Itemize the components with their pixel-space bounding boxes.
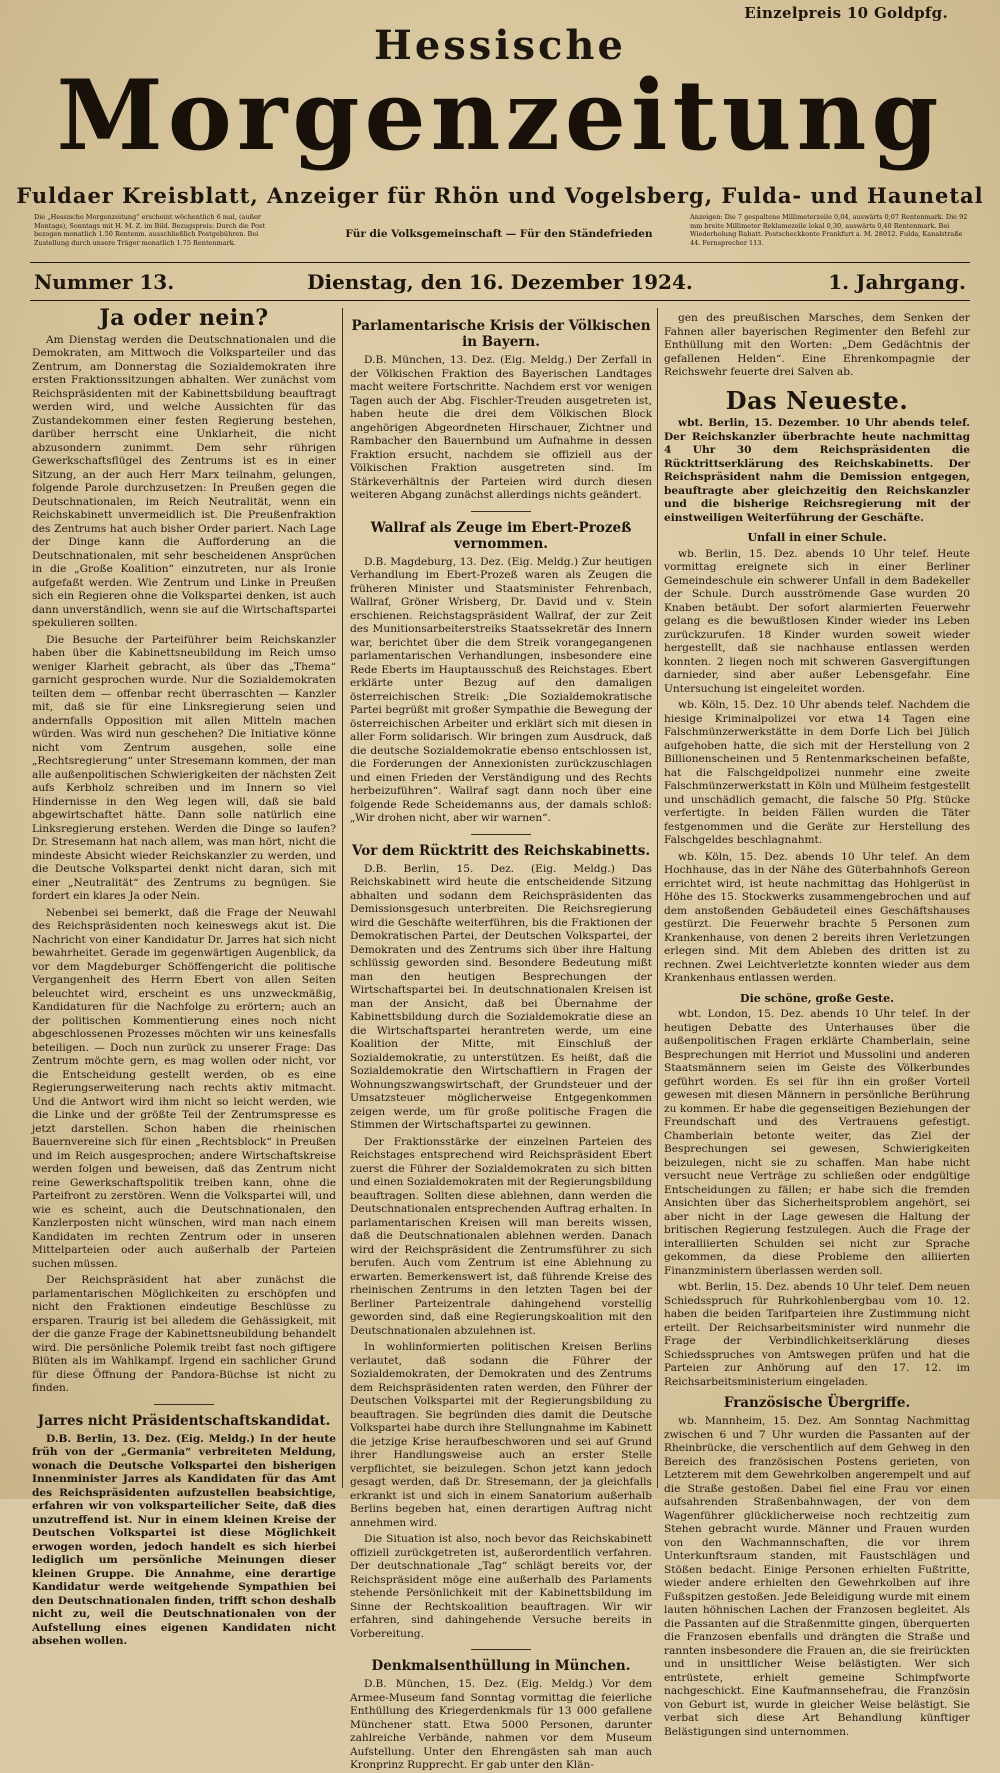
article-headline: Jarres nicht Präsidentschaftskandidat. xyxy=(37,1412,331,1429)
article-headline: Die schöne, große Geste. xyxy=(740,991,894,1005)
column-3 xyxy=(664,312,970,1738)
article-headline: Unfall in einer Schule. xyxy=(747,531,887,544)
article-paragraph: Der Fraktionsstärke der einzelnen Parteien des Reichstages entsprechend wird Reichspräsident Ebert zuerst die Führer der Sozialdemokraten zu sich bitten und einen Sozialdemokraten mit der Regierungsbildung beauftragen. Sollten diese ablehnen, dann werden die Deutschnationalen entsprechenden Auftrag erhalten. In parlamentarischen Kreisen will man bereits wissen, daß die Deutschnationalen ablehnen werden. Danach wird der Reichspräsident die Zentrumsführer zu sich berufen. Auch vom Zentrum ist eine Ablehnung zu erwarten. Bemerkenswert ist, daß führende Kreise des rheinischen Zentrums in den letzten Tagen bei der Berliner Parteizentrale dahingehend vorstellig geworden sind, daß eine Regierungskoalition mit den Deutschnationalen abzulehnen ist. xyxy=(350,1135,652,1337)
article-paragraph: wb. Köln, 15. Dez. abends 10 Uhr telef. An dem Hochhause, das in der Nähe des Güterbahnhofs Gereon errichtet wird, ist heute nachmittag das Hohlgerüst in Höhe des 15. Stockwerks zusammengebrochen und auf dem anstoßenden Gebäudeteil eines Geschäftshauses gestürzt. Die Feuerwehr brachte 5 Personen zum Krankenhause, von denen 2 bereits ihren Verletzungen erlegen sind. Mit dem Ableben des dritten ist zu rechnen. Zwei Leichtverletzte konnten wieder aus dem Krankenhaus entlassen werden. xyxy=(664,850,970,984)
article-paragraph: wb. Köln, 15. Dez. 10 Uhr abends telef. Nachdem die hiesige Kriminalpolizei vor etwa 14 Tagen eine Falschmünzerwerkstätte in dem Dorfe Lich bei Jülich aufgehoben hatte, die sich mit der Herstellung von 2 Billionenscheinen und 5 Rentenmarkscheinen befaßte, hat die Falschgeldpolizei nunmehr eine zweite Falschmünzerwerkstatt in Köln und Mülheim festgestellt und unschädlich gemacht, die falsche 50 Pfg. Stücke verfertigte. In beiden Fällen wurden die Täter festgenommen und die Geräte zur Herstellung des Falschgeldes beschlagnahmt. xyxy=(664,699,970,846)
masthead-top: Hessische xyxy=(374,22,626,69)
article-paragraph: wbt. Berlin, 15. Dezember. 10 Uhr abends telef. Der Reichskanzler überbrachte heute nachmittag 4 Uhr 30 dem Reichspräsidenten die Rücktrittserklärung des Reichskabinetts. Der Reichspräsident nahm die Demission entgegen, beauftragte aber gleichzeitig den Reichskanzler und die bisherige Reichsregierung mit der einstweiligen Weiterführung der Geschäfte. xyxy=(664,417,970,524)
price-label: Einzelpreis 10 Goldpfg. xyxy=(744,4,948,22)
divider xyxy=(30,262,970,263)
article-headline: Ja oder nein? xyxy=(99,305,269,331)
article-headline: Parlamentarische Krisis der Völkischen in Bayern. xyxy=(351,318,651,350)
article-paragraph: D.B. München, 13. Dez. (Eig. Meldg.) Der Zerfall in der Völkischen Fraktion des Bayerischen Landtages macht weitere Fortschritte. Nachdem erst vor wenigen Tagen auch der Abg. Fischler-Treuden ausgetreten ist, haben heute die drei dem Völkischen Block angehörigen Abgeordneten Hirschauer, Zichtner und Rambacher den Bauernbund um Aufnahme in dessen Fraktion ersucht, nachdem sie offiziell aus der Völkischen Fraktion ausgetreten sind. Im Stärkeverhältnis der Parteien wird durch diesen weiteren Abgang zunächst allerdings nichts geändert. xyxy=(350,354,652,501)
column-2 xyxy=(350,312,652,1771)
article-paragraph: D.B. Berlin, 13. Dez. (Eig. Meldg.) In der heute früh von der „Germania“ verbreiteten Meldung, wonach die Deutsche Volkspartei den bisherigen Innenminister Jarres als Kandidaten für das Amt des Reichspräsidenten aufzustellen beabsichtige, erfahren wir von volksparteilicher Seite, daß dies unzutreffend ist. Nur in einem kleinen Kreise der Deutschen Volkspartei ist diese Möglichkeit erwogen worden, jedoch handelt es sich hierbei lediglich um persönliche Meinungen dieser kleinen Gruppe. Die Annahme, eine derartige Kandidatur werde weitgehende Sympathien bei den Deutschnationalen finden, trifft schon deshalb nicht zu, weil die Deutschnationalen von der Aufstellung eines eigenen Kandidaten nicht absehen wollen. xyxy=(32,1432,336,1647)
masthead-title: Morgenzeitung xyxy=(56,59,944,172)
article-headline: Denkmalsenthüllung in München. xyxy=(371,1658,631,1674)
article-paragraph: Am Dienstag werden die Deutschnationalen und die Demokraten, am Mittwoch die Volksparteiler und das Zentrum, am Donnerstag die Sozialdemokraten ihre ersten Fraktionssitzungen abhalten. Wer zunächst vom Reichspräsidenten mit der Kabinettsbildung beauftragt werden wird, und welche Aussichten für das Zustandekommen einer festen Regierung bestehen, darüber herrscht eine Unklarheit, die nicht abzusondern zunimmt. Dem sehr rührigen Gewerkschaftsflügel des Zentrums ist es in einer Sitzung, an der auch Herr Marx teilnahm, gelungen, folgende Parole durchzusetzen: In Preußen gegen die Deutschnationalen, im Reich Neutralität, wenn ein Reichskabinett unvermeidlich ist. Die Preußenfraktion des Zentrums hat auch bisher Order pariert. Nach Lage der Dinge kann die Aufforderung an die Deutschnationalen, mit sehr bescheidenen Ansprüchen in die „Große Koalition“ einzutreten, nur als Ironie aufgefaßt werden. Wie Zentrum und Linke in Preußen sich ein Regieren ohne die Volkspartei denken, ist auch dann unverständlich, wenn sie auf die Wirtschaftspartei spekulieren sollten. xyxy=(32,333,336,629)
article-paragraph: wbt. Berlin, 15. Dez. abends 10 Uhr telef. Dem neuen Schiedsspruch für Ruhrkohlenbergbau vom 10. 12. haben die beiden Tarifparteien ihre Zustimmung nicht erteilt. Der Reichsarbeitsminister wird nunmehr die Frage der Verbindlichkeitserklärung dieses Schiedsspruches von Amtswegen prüfen und hat die Parteien zur Anhörung auf den 17. 12. im Reichsarbeitsministerium eingeladen. xyxy=(664,1281,970,1388)
article-paragraph: wb. Berlin, 15. Dez. abends 10 Uhr telef. Heute vormittag ereignete sich in einer Berliner Gemeindeschule ein schwerer Unfall in dem Badekeller der Schule. Durch ausströmende Gase wurden 20 Knaben betäubt. Der sofort alarmierten Feuerwehr gelang es die bewußtlosen Kinder wieder ins Leben zurückzurufen. 18 Kinder wurden soweit wieder hergestellt, daß sie nachhause entlassen werden konnten. 2 liegen noch mit schweren Gasvergiftungen darnieder, sind aber außer Lebensgefahr. Eine Untersuchung ist eingeleitet worden. xyxy=(664,547,970,695)
article-paragraph: Die Situation ist also, noch bevor das Reichskabinett offiziell zurückgetreten ist, außerordentlich verfahren. Der deutschnationale „Tag“ schlägt bereits vor, der Reichspräsident möge eine außerhalb des Parlaments stehende Persönlichkeit mit der Kabinettsbildung im Sinne der Rechtskoalition beauftragen. Wir wir erfahren, sind dahingehende Versuche bereits in Vorbereitung. xyxy=(350,1533,652,1640)
subscription-info: Die „Hessische Morgenzeitung“ erscheint wöchentlich 6 mal, (außer Montags), Sonntags mit H. M. Z. im Bild. Bezugspreis: Durch die Post bezogen monatlich 1.50 Rentenm. ausschließlich Postgebühren. Bei Zustellung durch unsere Träger monatlich 1.75 Rentenmark. xyxy=(34,213,265,247)
article-paragraph: wbt. London, 15. Dez. abends 10 Uhr telef. In der heutigen Debatte des Unterhauses über die außenpolitischen Fragen erklärte Chamberlain, seine Besprechungen mit Herriot und Mussolini und anderen Staatsmännern seien im Geiste des Völkerbundes geführt worden. Es sei für ihn ein großer Vorteil gewesen mit diesen Männern in persönliche Berührung zu kommen. Er habe die gegenseitigen Beziehungen der Freundschaft und des Vertrauens gefestigt. Chamberlain betonte weiter, das Ziel der Besprechungen sei gewesen, Schwierigkeiten beizulegen, nicht sie zu schaffen. Man habe nicht versucht neue Verträge zu schließen oder endgültige Entscheidungen zu fällen; er habe sich die fremden Ansichten über das Sicherheitsproblem angehört, sei aber nicht in der Lage gewesen die Haltung der britischen Regierung festzulegen. Auch die Frage der interalliierten Schulden sei nicht zur Sprache gekommen, da diese Probleme den alliierten Finanzministern überlassen werden soll. xyxy=(664,1008,970,1277)
article-paragraph: gen des preußischen Marsches, dem Senken der Fahnen aller bayerischen Regimenter den Befehl zur Enthüllung mit den Worten: „Dem Gedächtnis der gefallenen Helden“. Eine Ehrenkompagnie der Reichswehr feuerte drei Salven ab. xyxy=(664,312,970,378)
column-1 xyxy=(32,305,336,1647)
article-paragraph: D.B. Magdeburg, 13. Dez. (Eig. Meldg.) Zur heutigen Verhandlung im Ebert-Prozeß waren als Zeugen die früheren Minister und Staatsminister Fehrenbach, Wallraf, Gröner Wrisberg, Dr. David und v. Stein erschienen. Reichstagspräsident Wallraf, der zur Zeit des Munitionsarbeiterstreiks Staatssekretär des Innern war, berichtet über die dem Streik vorangegangenen parlamentarischen Verhandlungen, insbesondere eine Rede Eberts im Hauptausschuß des Reichstages. Ebert erklärte unter Bezug auf den damaligen österreichischen Streik: „Die Sozialdemokratische Partei begrüßt mit großer Sympathie die Bewegung der österreichischen Arbeiter und erklärt sich mit diesen in aller Form solidarisch. Wir bringen zum Ausdruck, daß die deutsche Sozialdemokratie ebenso entschlossen ist, die Forderungen der Annexionisten zurückzuschlagen und einen Frieden der Verständigung und des Rechts herbeizuführen“. Wallraf sagt dann noch über eine folgende Rede Scheidemanns aus, der damals schloß: „Wir drohen nicht, aber wir warnen“. xyxy=(350,555,652,824)
issue-year: 1. Jahrgang. xyxy=(828,270,966,294)
issue-date: Dienstag, den 16. Dezember 1924. xyxy=(307,270,693,294)
masthead-subtitle: Fuldaer Kreisblatt, Anzeiger für Rhön und Vogelsberg, Fulda- und Haunetal xyxy=(16,183,984,208)
article-headline: Französische Übergriffe. xyxy=(723,1395,911,1411)
article-headline: Vor dem Rücktritt des Reichskabinetts. xyxy=(351,842,651,859)
separator xyxy=(154,1404,214,1405)
article-paragraph: D.B. Berlin, 15. Dez. (Eig. Meldg.) Das Reichskabinett wird heute die entscheidende Sitzung abhalten und sodann dem Reichspräsidenten das Demissionsgesuch unterbreiten. Die Reichsregierung wird die Geschäfte weiterführen, bis die Fraktionen der Demokratischen Partei, der Deutschen Volkspartei, der Demokraten und des Zentrums sich über ihre Haltung schlüssig geworden sind. Besondere Bedeutung mißt man den heutigen Besprechungen der Wirtschaftspartei bei. In deutschnationalen Kreisen ist man der Ansicht, daß bei Übernahme der Kabinettsbildung durch die Sozialdemokratie diese an die Wirtschaftspartei herantreten werde, um eine Koalition der Mitte, mit Einschluß der Sozialdemokratie, zu unterstützen. Es heißt, daß die Sozialdemokratie den Wirtschaftlern in Fragen der Wohnungszwangswirtschaft, der Grundsteuer und der Umsatzsteuer möglicherweise Entgegenkommen zeigen werde, um für große politische Fragen die Stimmen der Wirtschaftspartei zu gewinnen. xyxy=(350,862,652,1131)
article-paragraph: Die Besuche der Parteiführer beim Reichskanzler haben über die Kabinettsneubildung im Reich umso weniger Klarheit gebracht, als über das „Thema“ garnicht gesprochen wurde. Nur die Sozialdemokraten teilten dem — offenbar recht überraschten — Kanzler mit, daß sie für eine Linksregierung seien und andernfalls Opposition mit allen Mitteln machen würden. Was wird nun geschehen? Die Initiative könne nicht vom Zentrum ausgehen, solle eine „Rechtsregierung“ unter Stresemann kommen, der man alle außenpolitischen Schwierigkeiten der nächsten Zeit aufs Kerbholz schreiben und im Innern so viel Hindernisse in den Weg legen will, daß sie bald abgewirtschaftet hätte. Dann solle natürlich eine Linksregierung erstehen. Werden die Dinge so laufen? Dr. Stresemann hat nach allem, was man hört, nicht die mindeste Absicht wieder Reichskanzler zu werden, und die Deutsche Volkspartei denkt nicht daran, sich mit einer „Neutralität“ des Zentrums zu begnügen. Sie fordert ein klares Ja oder Nein. xyxy=(32,633,336,902)
article-headline: Wallraf als Zeuge im Ebert-Prozeß vernommen. xyxy=(370,519,632,552)
separator xyxy=(471,1649,531,1650)
separator xyxy=(471,834,531,835)
column-divider xyxy=(657,308,658,1488)
article-paragraph: Der Reichspräsident hat aber zunächst die parlamentarischen Möglichkeiten zu erschöpfen und nicht den Fraktionen eindeutige Beschlüsse zu ersparen. Traurig ist bei alledem die Gehässigkeit, mit der die ganze Frage der Kabinettsneubildung behandelt wird. Die persönliche Polemik treibt fast noch giftigere Blüten als im Wahlkampf. Irgend ein sachlicher Grund für diese Öffnung der Pandora-Büchse ist nicht zu finden. xyxy=(32,1274,336,1394)
separator xyxy=(471,511,531,512)
column-divider xyxy=(342,308,343,1488)
section-headline: Das Neueste. xyxy=(725,385,909,415)
divider xyxy=(30,300,970,301)
issue-info-row xyxy=(30,268,970,298)
article-paragraph: In wohlinformierten politischen Kreisen Berlins verlautet, daß sodann die Führer der Sozialdemokraten, der Demokraten und des Zentrums dem Reichspräsidenten raten werden, den Führer der Deutschen Volkspartei mit der Regierungsbildung zu beauftragen. Sie begründen dies damit die Deutsche Volkspartei habe durch ihre Stellungnahme im Kabinett die jetzige Krise heraufbeschworen und sei auf Grund ihrer Handlungsweise auch an erster Stelle verpflichtet, sie beizulegen. Schon jetzt kann jedoch gesagt werden, daß Dr. Stresemann, der ja gleichfalls erkrankt ist und sich in einem Sanatorium außerhalb Berlins begeben hat, einen derartigen Auftrag nicht annehmen wird. xyxy=(350,1341,652,1529)
issue-number: Nummer 13. xyxy=(34,270,175,294)
article-paragraph: wb. Mannheim, 15. Dez. Am Sonntag Nachmittag zwischen 6 und 7 Uhr wurden die Passanten auf der Rheinbrücke, die verschentlich auf dem Gehweg in den Bereich des französischen Postens gerieten, von Letzterem mit dem Gewehrkolben angerempelt und auf die Straße gestoßen. Dabei fiel eine Frau vor einen aufsahrenden Straßenbahnwagen, der von dem Wagenführer glücklicherweise noch rechtzeitig zum Stehen gebracht wurde. Männer und Frauen wurden von den Wachmannschaften, die vor ihrem Unterkunftsraum standen, mit Faustschlägen und Stößen bedacht. Einige Personen erhielten Fußtritte, wieder andere erhielten den Gewehrkolben auf ihre Fußspitzen gestoßen. Jede Beleidigung wurde mit einem lauten höhnischen Lachen der Franzosen begleitet. Als die Passanten auf die Straßenmitte gingen, überquerten die Franzosen ebenfalls und drängten die Straße und rannten insbesondere die Frauen an, die sie freirückten und in unsittlicher Weise belästigten. Wer sich entrüstete, erhielt gemeine Schimpfworte nachgeschickt. Eine Kaufmannsehefrau, die Französin von Geburt ist, wurde in gleicher Weise belästigt. Sie verbat sich diese Art Behandlung künftiger Belästigungen sind unternommen. xyxy=(664,1415,970,1738)
article-paragraph: D.B. München, 15. Dez. (Eig. Meldg.) Vor dem Armee-Museum fand Sonntag vormittag die feierliche Enthüllung des Kriegerdenkmals für 13 000 gefallene Münchener statt. Etwa 5000 Personen, darunter zahlreiche Verbände, nahmen vor dem Museum Aufstellung. Unter den Ehrengästen sah man auch Kronprinz Rupprecht. Er gab unter den Klän- xyxy=(350,1678,652,1771)
article-paragraph: Nebenbei sei bemerkt, daß die Frage der Neuwahl des Reichspräsidenten noch keineswegs akut ist. Die Nachricht von einer Kandidatur Dr. Jarres hat sich nicht bewahrheitet. Gerade im gegenwärtigen Augenblick, da vor dem Magdeburger Schöffengericht die politische Vergangenheit des Herrn Ebert von allen Seiten beleuchtet wird, erscheint es uns unzweckmäßig, Kandidaturen für die Nachfolge zu erörtern; auch an der politischen Kommentierung eines noch nicht abgeschlossenen Prozesses möchten wir uns keinesfalls beteiligen. — Doch nun zurück zu unserer Frage: Das Zentrum möchte gern, es mag wollen oder nicht, vor die Entscheidung gestellt werden, ob es eine Regierungserweiterung nach rechts aktiv mitmacht. Und die Antwort wird ihm nicht so leicht werden, wie die Linke und der größte Teil der Zentrumspresse es jetzt darstellen. Schon haben die rheinischen Bauernvereine sich für einen „Rechtsblock“ in Preußen und im Reich ausgesprochen; andere Wirtschaftskreise werden folgen und beweisen, daß das Zentrum nicht reine Gewerkschaftspolitik treiben kann, ohne die Parteifront zu zerstören. Wenn die Volkspartei will, und wie es scheint, auch die Deutschnationalen, den Kanzlerposten nicht wünschen, wird man nach einem Kandidaten im rechten Zentrum oder in unseren Mittelparteien oder auch außerhalb der Parteien suchen müssen. xyxy=(32,906,336,1270)
advertising-info: Anzeigen: Die 7 gespaltene Millimeterzeile 0,04, auswärts 0,07 Rentenmark. Die 92 mm breite Millimeter Reklamezeile lokal 0,30, auswärts 0,40 Rentenmark. Bei Wiederholung Rabatt. Postscheckkonto Frankfurt a. M. 28012. Fulda, Kanalstraße 44. Fernsprecher 113. xyxy=(690,213,968,247)
motto: Für die Volksgemeinschaft — Für den Ständefrieden xyxy=(345,228,653,240)
